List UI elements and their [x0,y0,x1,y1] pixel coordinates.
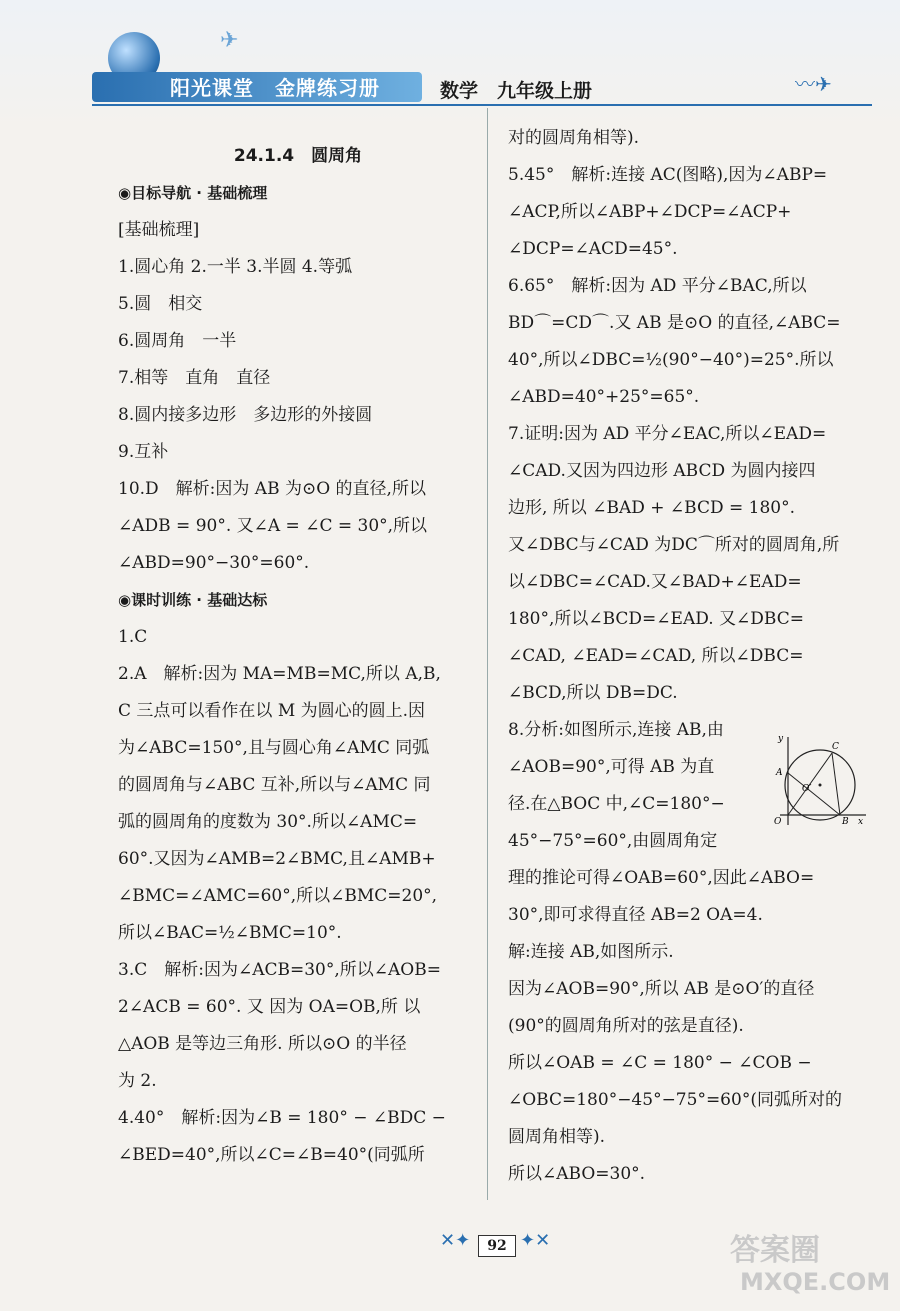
answer-line: ∠ACP,所以∠ABP+∠DCP=∠ACP+ [508,202,792,222]
answer-line: 10.D 解析:因为 AB 为⊙O 的直径,所以 [118,479,426,499]
paper-plane-icon: ✈ [220,28,239,53]
answer-line: 的圆周角与∠ABC 互补,所以与∠AMC 同 [118,775,431,795]
watermark-url: MXQE.COM [740,1268,891,1296]
answer-line: ∠ABD=90°−30°=60°. [118,553,310,573]
series-title: 阳光课堂 金牌练习册 [170,76,380,100]
answer-line: 所以∠BAC=½∠BMC=10°. [118,923,342,943]
answer-line: ∠OBC=180°−45°−75°=60°(同弧所对的 [508,1090,842,1110]
label-a: A [776,768,783,778]
right-answers-block [508,120,878,1193]
answer-line: 边形, 所以 ∠BAD + ∠BCD = 180°. [508,498,795,518]
answer-line: 8.圆内接多边形 多边形的外接圆 [118,405,373,425]
answer-line: 6.圆周角 一半 [118,331,237,351]
answer-line: [基础梳理] [118,220,200,240]
answer-line: ∠BMC=∠AMC=60°,所以∠BMC=20°, [118,886,438,906]
answer-line: 又∠DBC与∠CAD 为DC⌒所对的圆周角,所 [508,535,840,555]
answer-line: 为∠ABC=150°,且与圆心角∠AMC 同弧 [118,738,430,758]
answer-line: 以∠DBC=∠CAD.又∠BAD+∠EAD= [508,572,802,592]
circle-diagram [770,733,870,828]
header-rule [92,104,872,106]
label-c: C [832,742,839,752]
birds-icon: 〰✈ [795,72,832,96]
left-column [118,138,478,1174]
answer-line: 理的推论可得∠OAB=60°,因此∠ABO= [508,868,815,888]
answer-line: 径.在△BOC 中,∠C=180°− [508,794,725,814]
answer-line: 7.相等 直角 直径 [118,368,271,388]
answer-line: 为 2. [118,1071,157,1091]
left-answers-block-2 [118,619,478,1174]
answer-line: 5.45° 解析:连接 AC(图略),因为∠ABP= [508,165,828,185]
label-x: x [858,817,864,827]
answer-line: 圆周角相等). [508,1127,606,1147]
answer-line: 45°−75°=60°,由圆周角定 [508,831,718,851]
answer-line: 所以∠ABO=30°. [508,1164,646,1184]
answer-line: 60°.又因为∠AMB=2∠BMC,且∠AMB+ [118,849,436,869]
answer-line: 弧的圆周角的度数为 30°.所以∠AMC= [118,812,418,832]
answer-line: ∠DCP=∠ACD=45°. [508,239,678,259]
answer-line: 5.圆 相交 [118,294,203,314]
answer-line: 40°,所以∠DBC=½(90°−40°)=25°.所以 [508,350,834,370]
left-answers-block-1 [118,212,478,582]
answer-line: 30°,即可求得直径 AB=2 OA=4. [508,905,763,925]
chord-cb [832,753,840,815]
answer-line: 1.圆心角 2.一半 3.半圆 4.等弧 [118,257,353,277]
answer-line: 因为∠AOB=90°,所以 AB 是⊙O′的直径 [508,979,815,999]
answer-line: (90°的圆周角所对的弦是直径). [508,1016,744,1036]
right-column [508,120,878,1193]
answer-line: 2.A 解析:因为 MA=MB=MC,所以 A,B, [118,664,441,684]
footer-ornament-left-icon: ✕✦ [440,1230,471,1251]
answer-line: ∠AOB=90°,可得 AB 为直 [508,757,715,777]
answer-line: ∠ADB = 90°. 又∠A = ∠C = 30°,所以 [118,516,428,536]
answer-line: 4.40° 解析:因为∠B = 180° − ∠BDC − [118,1108,446,1128]
page-number: 92 [478,1235,516,1257]
column-divider [487,108,488,1200]
footer-ornament-right-icon: ✦✕ [520,1230,551,1251]
answer-line: 8.分析:如图所示,连接 AB,由 [508,720,724,740]
answer-line: 所以∠OAB = ∠C = 180° − ∠COB − [508,1053,812,1073]
page-header [0,0,900,130]
subject-title: 数学 九年级上册 [440,80,593,102]
answer-line: 9.互补 [118,442,169,462]
answer-line: 1.C [118,627,148,647]
answer-line: 解:连接 AB,如图所示. [508,942,674,962]
answer-line: ∠CAD, ∠EAD=∠CAD, 所以∠DBC= [508,646,804,666]
label-y: y [778,734,784,744]
answer-line: BD⌒=CD⌒.又 AB 是⊙O 的直径,∠ABC= [508,313,841,333]
chord-ab [788,773,840,815]
answer-line: ∠ABD=40°+25°=65°. [508,387,700,407]
section-heading-practice: ◉课时训练 · 基础达标 [118,591,268,609]
answer-line: 7.证明:因为 AD 平分∠EAC,所以∠EAD= [508,424,827,444]
answer-line: ∠BED=40°,所以∠C=∠B=40°(同弧所 [118,1145,425,1165]
answer-line: 3.C 解析:因为∠ACB=30°,所以∠AOB= [118,960,441,980]
section-title: 24.1.4 圆周角 [233,146,363,166]
label-o-prime: O′ [802,784,812,794]
center-point [819,784,822,787]
answer-line: ∠CAD.又因为四边形 ABCD 为圆内接四 [508,461,816,481]
answer-line: 对的圆周角相等). [508,128,640,148]
answer-line: 180°,所以∠BCD=∠EAD. 又∠DBC= [508,609,804,629]
answer-line: 2∠ACB = 60°. 又 因为 OA=OB,所 以 [118,997,421,1017]
label-b: B [842,817,849,827]
watermark-logo: 答案圈 [730,1233,820,1268]
answer-line: ∠BCD,所以 DB=DC. [508,683,678,703]
label-o: O [774,817,782,827]
answer-line: C 三点可以看作在以 M 为圆心的圆上.因 [118,701,426,721]
answer-line: 6.65° 解析:因为 AD 平分∠BAC,所以 [508,276,807,296]
section-heading-goals: ◉目标导航 · 基础梳理 [118,184,268,202]
answer-line: △AOB 是等边三角形. 所以⊙O 的半径 [118,1034,407,1054]
